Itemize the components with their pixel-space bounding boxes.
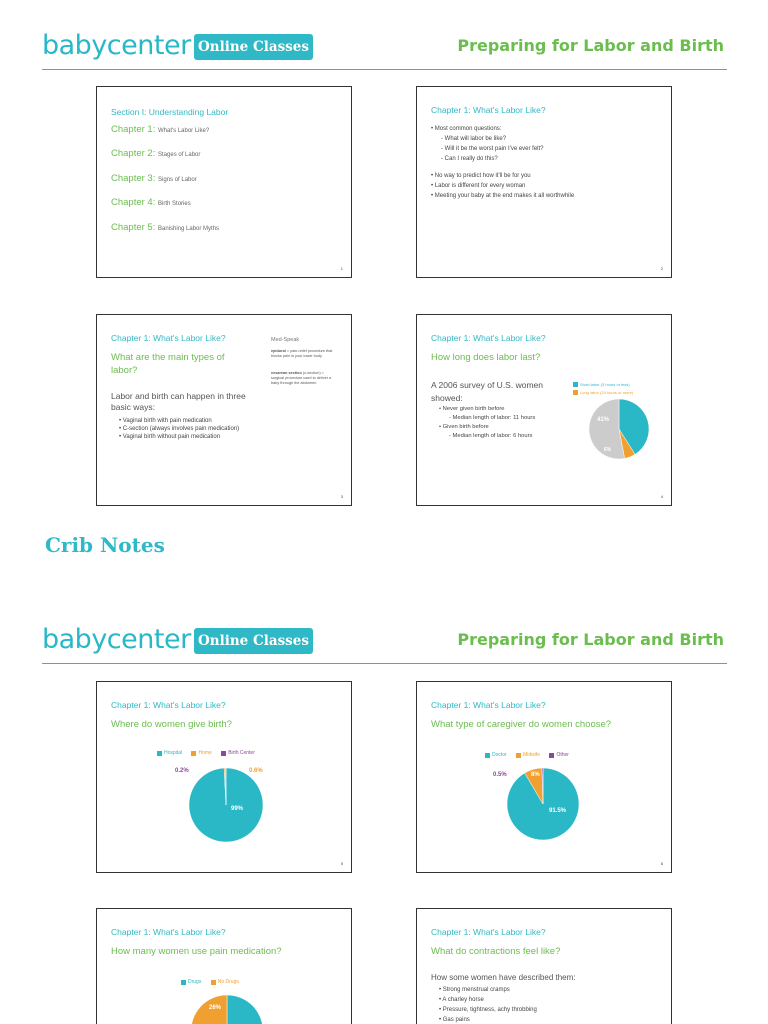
online-classes-badge: Online Classes: [194, 628, 313, 654]
legend-swatch: [191, 751, 196, 756]
slide-4: [416, 314, 672, 506]
slide-6: [416, 681, 672, 873]
legend-swatch: [549, 753, 554, 758]
legend-swatch: [573, 382, 578, 387]
legend-swatch: [157, 751, 162, 756]
slide-question: How many women use pain medication?: [111, 946, 282, 957]
pie-label: 91.5%: [549, 808, 567, 814]
legend-swatch: [485, 753, 490, 758]
babycenter-logo: babycenter: [42, 30, 191, 61]
legend-swatch: [516, 753, 521, 758]
pie-chart: [507, 768, 579, 840]
slide-heading: Chapter 1: What's Labor Like?: [431, 700, 546, 710]
slide-5: [96, 681, 352, 873]
legend-swatch: [573, 390, 578, 395]
pie-label: 0.6%: [249, 768, 263, 774]
chart-legend: Drugs No Drugs: [181, 979, 247, 985]
slide-number: 2: [660, 266, 663, 271]
slide-heading: Chapter 1: What's Labor Like?: [111, 927, 226, 937]
page-title: Preparing for Labor and Birth: [457, 36, 724, 55]
slide-7: [96, 908, 352, 1024]
slide-number: 3: [340, 494, 343, 499]
pie-chart: [191, 995, 263, 1024]
slide-heading: Chapter 1: What's Labor Like?: [111, 333, 226, 343]
bullet-list: • Never given birth before - Median length of labor: 11 hours • Given birth before - Median length of labor: 6 hours: [439, 406, 536, 439]
slide-heading: Section I: Understanding Labor: [111, 107, 229, 117]
sidebar-definition: cesarean section (c-section) = surgical procedure used to deliver a baby through the abdomen: [271, 371, 332, 385]
legend-swatch: [211, 980, 216, 985]
babycenter-logo: babycenter: [42, 624, 191, 655]
slide-intro: Labor and birth can happen in three basic ways:: [111, 391, 246, 412]
chart-legend: Doctor Midwife Other: [485, 752, 577, 758]
slide-intro: How some women have described them:: [431, 973, 576, 982]
slide-1: [96, 86, 352, 278]
slide-3: [96, 314, 352, 506]
pie-label: 99%: [231, 806, 244, 812]
pie-label: 41%: [597, 417, 610, 423]
chart-legend: Short labor (3 hours or less) Long labor (24 hours or more): [573, 381, 641, 396]
header-divider: [42, 663, 727, 664]
slide-number: 1: [340, 266, 343, 271]
sidebar-title: Med-Speak: [271, 337, 300, 343]
chapter-item: Chapter 3: Signs of Labor: [111, 173, 197, 184]
pie-label: 0.5%: [493, 772, 507, 778]
chapter-item: Chapter 2: Stages of Labor: [111, 148, 201, 159]
bullet-list: • Vaginal birth with pain medication • C-section (always involves pain medication) • Vaginal birth without pain medication: [119, 418, 240, 440]
header-divider: [42, 69, 727, 70]
slide-number: 4: [660, 494, 663, 499]
pie-label: 6%: [604, 447, 612, 453]
slide-question: What do contractions feel like?: [431, 946, 561, 957]
chart-legend: Hospital Home Birth Center: [157, 750, 263, 756]
crib-notes-heading: Crib Notes: [45, 533, 165, 557]
slide-heading: Chapter 1: What's Labor Like?: [431, 105, 546, 115]
chapter-item: Chapter 1: What's Labor Like?: [111, 124, 210, 135]
chapter-item: Chapter 4: Birth Stories: [111, 197, 191, 208]
slide-2: [416, 86, 672, 278]
bullet-list: • Most common questions: - What will labor be like? - Will it be the worst pain I've ever felt? - Can I really do this? • No way to predict how it'll be for you • Labor is different for every woman • Meeting your baby at the end makes it all worthwhile: [431, 126, 575, 199]
slide-question: Where do women give birth?: [111, 719, 232, 730]
slide-question: What are the main types of labor?: [111, 352, 225, 376]
slide-heading: Chapter 1: What's Labor Like?: [431, 927, 546, 937]
pie-label: 0.2%: [175, 768, 189, 774]
page-header: [0, 594, 768, 664]
slide-question: How long does labor last?: [431, 352, 541, 363]
page-header: [0, 0, 768, 70]
slide-8: [416, 908, 672, 1024]
slide-intro: A 2006 survey of U.S. women showed:: [431, 380, 543, 403]
page-title: Preparing for Labor and Birth: [457, 630, 724, 649]
chapter-item: Chapter 5: Banishing Labor Myths: [111, 222, 220, 233]
pie-chart: [589, 399, 649, 459]
slide-heading: Chapter 1: What's Labor Like?: [111, 700, 226, 710]
slide-number: 6: [660, 861, 663, 866]
bullet-list: • Strong menstrual cramps • A charley horse • Pressure, tightness, achy throbbing • Gas pains: [439, 987, 537, 1023]
online-classes-badge: Online Classes: [194, 34, 313, 60]
legend-swatch: [221, 751, 226, 756]
slide-question: What type of caregiver do women choose?: [431, 719, 612, 730]
pie-label: 26%: [209, 1005, 222, 1011]
slide-number: 5: [340, 861, 343, 866]
pie-chart: [189, 768, 263, 842]
slide-heading: Chapter 1: What's Labor Like?: [431, 333, 546, 343]
legend-swatch: [181, 980, 186, 985]
pie-label: 8%: [531, 772, 540, 778]
sidebar-definition: epidural = pain-relief procedure that blocks pain in your lower body: [271, 349, 333, 358]
